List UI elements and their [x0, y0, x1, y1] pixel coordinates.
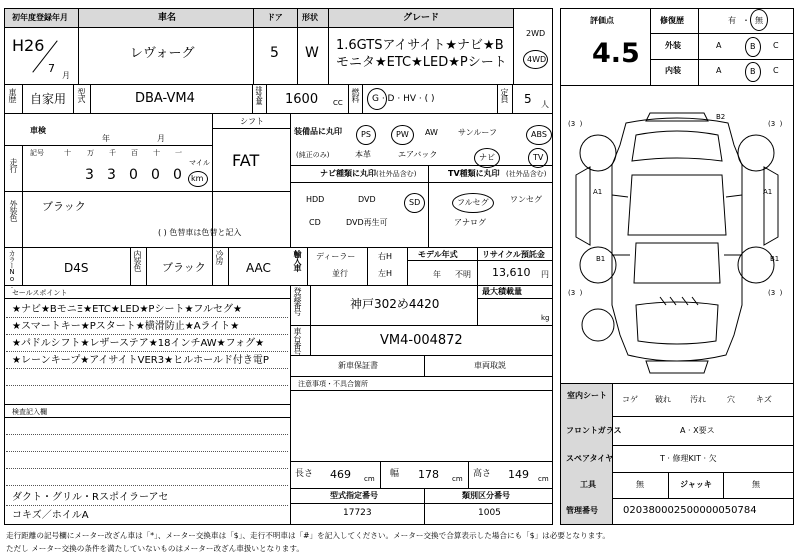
mileage-digit-1: 3 [85, 167, 94, 183]
mileage-header-5: 十 [153, 149, 160, 157]
repair-no: 無 [755, 16, 763, 25]
displacement-value: 1600 [285, 92, 319, 107]
mileage-header-6: 一 [175, 149, 182, 157]
tv-option-1: ワンセグ [510, 195, 542, 204]
interior-grade-C: C [773, 66, 779, 75]
interior-grade-label: 内装 [665, 66, 681, 75]
width-unit: cm [452, 475, 463, 483]
length-value: 469 [330, 468, 351, 481]
inspection-label: 車検 [30, 126, 46, 135]
bracket-top-right: (3 ) [768, 120, 783, 128]
capacity-label: 定員 [500, 88, 509, 102]
reg-era: H26 [12, 36, 45, 55]
grade-line-2: モニタ★ETC★LED★Pシート [336, 55, 507, 70]
mileage-digit-4: 0 [151, 167, 160, 183]
km-unit: km [191, 174, 204, 183]
fuel-label: 燃料 [351, 88, 360, 102]
mileage-header-1: 十 [64, 149, 71, 157]
damage-b1-right: B1 [770, 255, 780, 263]
height-unit: cm [538, 475, 549, 483]
repair-label: 修復歴 [660, 16, 684, 25]
tools-label: 工具 [580, 480, 596, 489]
shape-value: W [305, 45, 319, 61]
windshield-label: フロントガラス [566, 426, 622, 435]
navi-title-note: (社外品含む) [376, 170, 417, 178]
interior-sheet-option-4: キズ [756, 395, 772, 404]
exterior-color-note: ( ) 色替車は色替と記入 [158, 228, 242, 237]
equipment-5: 本革 [355, 150, 371, 159]
damage-b2: B2 [716, 113, 726, 121]
interior-color-label: 内装色 [133, 250, 142, 271]
reg-month: 7 [48, 62, 55, 75]
model-year-unit: 年 [433, 270, 441, 279]
damage-a1-left: A1 [593, 188, 603, 196]
score-value: 4.5 [592, 38, 640, 69]
interior-grade-B: B [745, 62, 761, 82]
width-label: 幅 [390, 469, 400, 479]
navi-option-3: CD [309, 218, 321, 227]
inspection-month-unit: 月 [157, 134, 165, 143]
mileage-digit-5: 0 [173, 167, 182, 183]
equipment-0: PS [356, 125, 376, 145]
capacity-unit: 人 [541, 100, 549, 109]
fuel-options: G · D · HV · ( ) [372, 94, 435, 104]
equipment-1: PW [391, 125, 414, 145]
import-right-h: 右H [378, 252, 393, 261]
type-designation-value: 17723 [343, 508, 372, 518]
usage-label: 車歴 [8, 88, 17, 102]
repair-yes: 有 [728, 16, 736, 25]
equipment-label: 装備品に丸印 [294, 127, 342, 136]
spare-tire-options: T · 修理KIT · 欠 [660, 454, 717, 463]
jack-label: ジャッキ [680, 480, 712, 489]
tv-title: TV種類に丸印 [448, 169, 500, 178]
registration-value: 神戸302め4420 [350, 297, 440, 311]
tv-option-0: フルセグ [452, 193, 494, 213]
import-dealer: ディーラー [316, 252, 356, 261]
door-label: ドア [267, 13, 283, 22]
ac-value: AAC [246, 261, 271, 275]
recycle-label: リサイクル預託金 [482, 250, 545, 259]
interior-sheet-label: 室内シート [567, 391, 607, 400]
navi-option-2: SD [404, 193, 425, 213]
drive-2wd: 2WD [526, 29, 546, 38]
color-no-value: D4S [64, 261, 89, 275]
tv-title-note: (社外品含む) [506, 170, 547, 178]
bracket-bottom-left: (3 ) [568, 289, 583, 297]
usage-value: 自家用 [30, 92, 67, 106]
class-number-label: 類別区分番号 [462, 491, 510, 500]
mileage-digit-3: 0 [129, 167, 138, 183]
capacity-value: 5 [524, 92, 532, 106]
class-number-value: 1005 [478, 508, 501, 518]
car-name-label: 車名 [158, 13, 177, 23]
equipment-sublabel: (純正のみ) [296, 151, 330, 159]
interior-sheet-option-0: コゲ [622, 395, 638, 404]
length-unit: cm [364, 475, 375, 483]
model-value: DBA-VM4 [135, 91, 195, 106]
mileage-header-2: 万 [87, 149, 94, 157]
exterior-color-value: ブラック [42, 200, 86, 213]
interior-sheet-option-3: 穴 [727, 395, 735, 404]
equipment-4: ABS [526, 125, 552, 145]
exterior-grade-A: A [716, 41, 722, 50]
displacement-label: 排気量 [255, 86, 263, 104]
navi-title: ナビ種類に丸印 [320, 169, 376, 178]
import-left-h: 左H [378, 269, 393, 278]
exterior-color-label: 外装色 [9, 200, 18, 221]
navi-option-0: HDD [306, 195, 325, 204]
mileage-header-0: 記号 [30, 149, 44, 157]
exterior-grade-label: 外装 [665, 41, 681, 50]
spare-tire-label: スペアタイヤ [566, 454, 614, 463]
management-value: 020380002500000050784 [623, 505, 757, 516]
tv-option-2: アナログ [454, 218, 486, 227]
sales-line-1: ★ナビ★BモニΞ★ETC★LED★Pシート★フルセグ★ [12, 304, 242, 315]
model-year-value: 不明 [455, 270, 471, 279]
navi-option-1: DVD [358, 195, 376, 204]
notes-label: 注意事項・不具合箇所 [298, 380, 368, 388]
grade-line-1: 1.6GTSアイサイト★ナビ★B [336, 38, 504, 53]
equipment-2: AW [425, 128, 438, 137]
exterior-grade-C: C [773, 41, 779, 50]
type-designation-label: 型式指定番号 [330, 491, 378, 500]
mileage-header-4: 百 [131, 149, 138, 157]
equipment-7: ナビ [474, 148, 500, 168]
bracket-top-left: (3 ) [568, 120, 583, 128]
windshield-options: A · X要ス [680, 426, 715, 435]
car-name: レヴォーグ [130, 46, 195, 61]
max-load-unit: kg [541, 314, 550, 322]
interior-grade-A: A [716, 66, 722, 75]
first-reg-label: 初年度登録年月 [12, 13, 68, 22]
reg-month-unit: 月 [62, 71, 70, 80]
damage-b1-left: B1 [596, 255, 606, 263]
shape-label: 形状 [302, 13, 318, 22]
model-label: 型式 [77, 88, 86, 102]
inspector-line-1: ダクト・グリル・Rスポイラーアセ [12, 492, 169, 503]
navi-option-4: DVD再生可 [346, 218, 388, 227]
equipment-3: サンルーフ [458, 128, 497, 137]
ac-label: 冷房 [215, 250, 224, 264]
height-label: 高さ [473, 469, 492, 479]
chassis-value: VM4-004872 [380, 333, 463, 348]
equipment-6: エアバック [398, 150, 438, 159]
chassis-label: 車台番号 [293, 327, 302, 355]
interior-sheet-option-2: 汚れ [690, 395, 706, 404]
mileage-digit-2: 3 [107, 167, 116, 183]
inspection-year-unit: 年 [102, 134, 110, 143]
import-label: 輸入車 [293, 250, 302, 271]
score-label: 評価点 [590, 16, 614, 25]
recycle-value: 13,610 [492, 266, 531, 279]
footer-note-1: 走行距離の記号欄にメーター改ざん車は「*」、メーター交換車は「$」、走行不明車は「#」を記入してください。メーター交換で合算表示した場合にも「$」は必要となります。 [6, 531, 610, 540]
mile-unit: マイル [189, 159, 210, 167]
inspector-line-2: コキズ／ホイルA [12, 510, 89, 521]
height-value: 149 [508, 468, 529, 481]
car-damage-diagram [566, 105, 788, 380]
color-no-label: カラーNo. [8, 250, 16, 289]
width-value: 178 [418, 468, 439, 481]
sales-line-3: ★パドルシフト★レザーステア★18インチAW★フォグ★ [12, 338, 265, 349]
recycle-unit: 円 [541, 270, 549, 279]
sales-line-4: ★レーンキープ★アイサイトVER3★ヒルホールド付き電P [12, 355, 269, 366]
door-count: 5 [270, 45, 279, 61]
drive-4wd: 4WD [527, 55, 547, 64]
sales-points-label: セールスポイント [12, 289, 68, 297]
mileage-label: 走行 [9, 158, 18, 172]
footer-note-2: ただし メーター交換の条件を満たしていないものはメーター改ざん車扱いとなります。 [6, 544, 304, 553]
mileage-header-3: 千 [109, 149, 116, 157]
interior-color-value: ブラック [162, 261, 206, 274]
vehicle-manual: 車両取説 [474, 361, 506, 370]
grade-label: グレード [403, 13, 440, 23]
repair-separator: ・ [742, 16, 750, 25]
damage-a1-right: A1 [763, 188, 773, 196]
registration-label: 登録番号 [293, 287, 302, 315]
max-load-label: 最大積載量 [482, 287, 522, 296]
sales-line-2: ★スマートキー★Pスタート★横滑防止★Aライト★ [12, 321, 240, 332]
tools-value: 無 [636, 480, 644, 489]
interior-sheet-option-1: 破れ [655, 395, 671, 404]
shift-value: FAT [232, 151, 260, 170]
inspector-label: 検査記入欄 [12, 408, 47, 416]
bracket-bottom-right: (3 ) [768, 289, 783, 297]
equipment-8: TV [528, 148, 548, 168]
model-year-label: モデル年式 [418, 250, 458, 259]
jack-value: 無 [752, 480, 760, 489]
new-car-warranty: 新車保証書 [338, 361, 378, 370]
exterior-grade-B: B [745, 37, 761, 57]
shift-label: シフト [240, 117, 264, 126]
management-label: 管理番号 [566, 506, 598, 515]
import-parallel: 並行 [332, 269, 348, 278]
length-label: 長さ [295, 469, 314, 479]
cc-unit: CC [333, 99, 343, 107]
